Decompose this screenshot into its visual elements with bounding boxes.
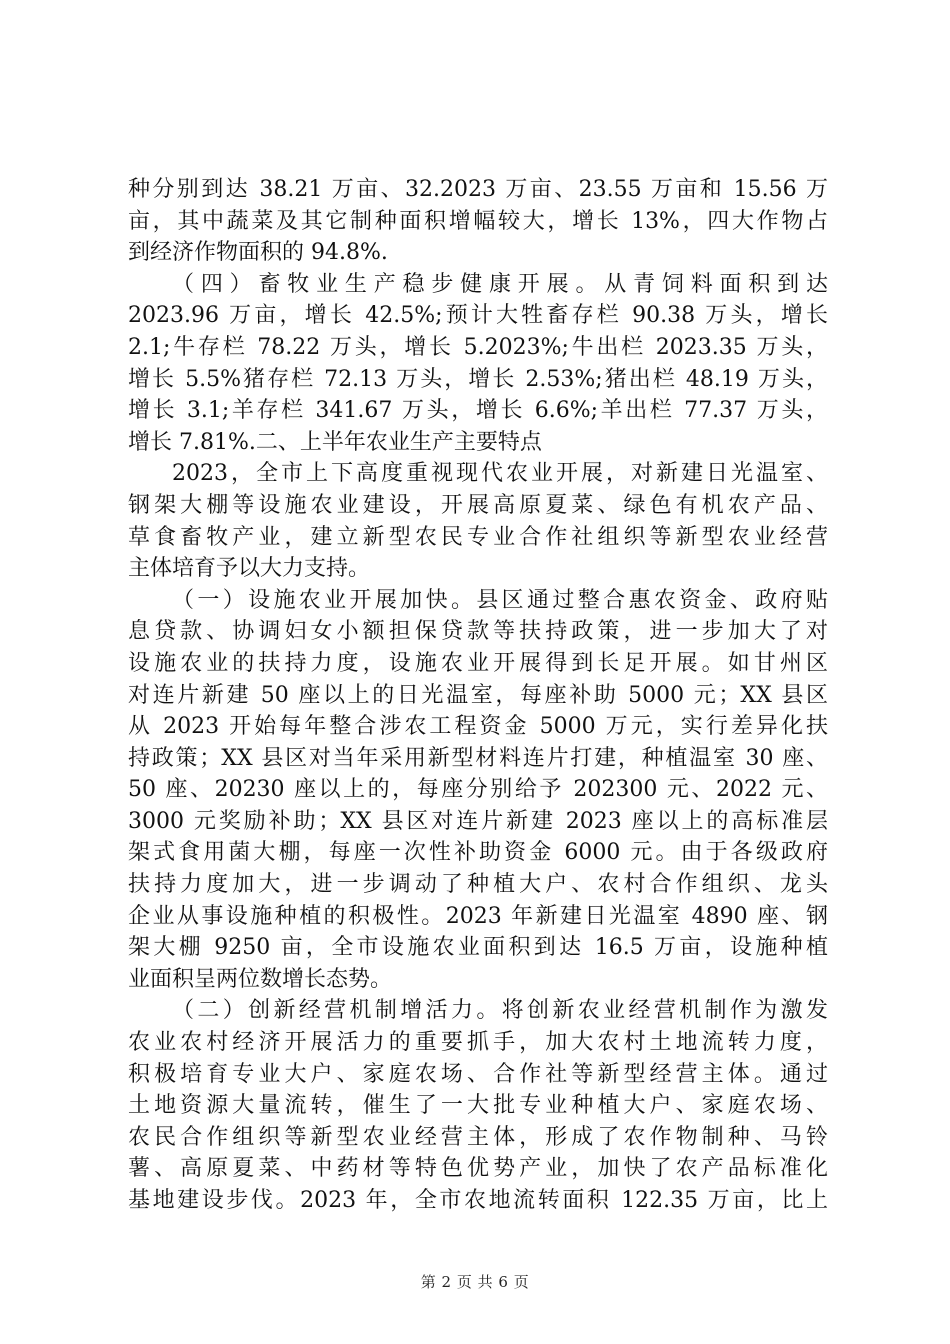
text-line: 增长 7.81%.二、上半年农业生产主要特点 [128,429,542,455]
text-line: 草食畜牧产业，建立新型农民专业合作社组织等新型农业经营 [128,524,828,550]
text-line: 架大棚 9250 亩，全市设施农业面积到达 16.5 万亩，设施种植 [128,935,828,961]
text-line: （四）畜牧业生产稳步健康开展。从青饲料面积到达 [172,271,828,297]
text-line: 积极培育专业大户、家庭农场、合作社等新型经营主体。通过 [128,1061,828,1087]
text-line: 设施农业的扶持力度，设施农业开展得到长足开展。如甘州区 [128,650,828,676]
text-line: 农民合作组织等新型农业经营主体，形成了农作物制种、马铃 [128,1124,828,1150]
text-line: 对连片新建 50 座以上的日光温室，每座补助 5000 元；XX 县区 [128,682,828,708]
text-line: 2023，全市上下高度重视现代农业开展，对新建日光温室、 [172,461,828,487]
text-line: 从 2023 开始每年整合涉农工程资金 5000 万元，实行差异化扶 [128,714,828,740]
text-line: 土地资源大量流转，催生了一大批专业种植大户、家庭农场、 [128,1093,828,1119]
text-line: 薯、高原夏菜、中药材等特色优势产业，加快了农产品标准化 [128,1156,828,1182]
text-line: 息贷款、协调妇女小额担保贷款等扶持政策，进一步加大了对 [128,619,828,645]
text-line: 增长 5.5%猪存栏 72.13 万头，增长 2.53%;猪出栏 48.19 万头， [128,366,828,392]
text-line: 架式食用菌大棚，每座一次性补助资金 6000 元。由于各级政府 [128,840,828,866]
text-line: 业面积呈两位数增长态势。 [128,966,393,992]
text-line: （二）创新经营机制增活力。将创新农业经营机制作为激发 [172,998,828,1024]
text-line: 50 座、20230 座以上的，每座分别给予 202300 元、2022 元、 [128,777,828,803]
text-line: 主体培育予以大力支持。 [128,556,371,582]
text-line: （一）设施农业开展加快。县区通过整合惠农资金、政府贴 [172,587,828,613]
text-line: 钢架大棚等设施农业建设，开展高原夏菜、绿色有机农产品、 [128,492,828,518]
text-line: 亩，其中蔬菜及其它制种面积增幅较大，增长 13%，四大作物占 [128,208,828,234]
text-line: 基地建设步伐。2023 年，全市农地流转面积 122.35 万亩，比上 [128,1188,828,1213]
document-body [128,174,828,1217]
page-number-footer: 第 2 页 共 6 页 [420,1273,530,1291]
text-line: 企业从事设施种植的积极性。2023 年新建日光温室 4890 座、钢 [128,903,828,929]
text-line: 种分别到达 38.21 万亩、32.2023 万亩、23.55 万亩和 15.56 万 [128,177,828,202]
text-line: 持政策；XX 县区对当年采用新型材料连片打建，种植温室 30 座、 [128,745,828,771]
text-line: 扶持力度加大，进一步调动了种植大户、农村合作组织、龙头 [128,872,828,898]
text-line: 3000 元奖励补助；XX 县区对连片新建 2023 座以上的高标准层 [128,808,828,834]
text-line: 2023.96 万亩，增长 42.5%;预计大牲畜存栏 90.38 万头，增长 [128,303,828,329]
text-line: 增长 3.1;羊存栏 341.67 万头，增长 6.6%;羊出栏 77.37 万头， [128,398,828,424]
text-line: 2.1;牛存栏 78.22 万头，增长 5.2023%;牛出栏 2023.35 万头， [128,334,828,360]
text-line: 农业农村经济开展活力的重要抓手，加大农村土地流转力度， [128,1030,828,1056]
text-line: 到经济作物面积的 94.8%. [128,240,388,266]
